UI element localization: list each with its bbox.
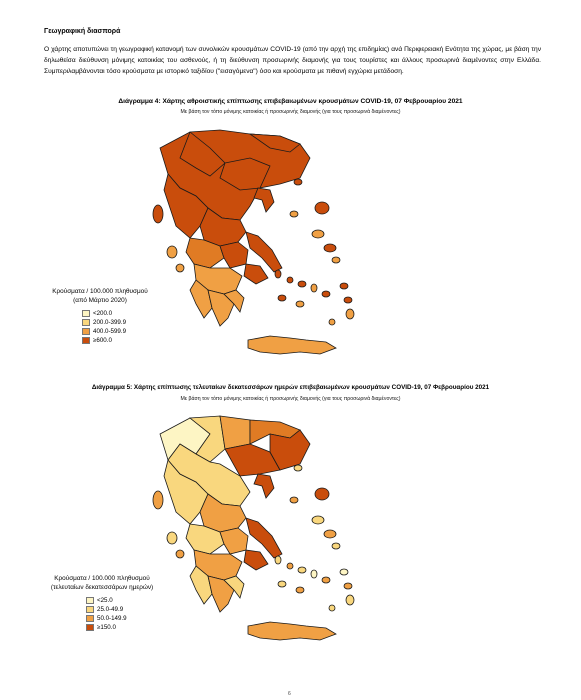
map5-region	[244, 550, 268, 570]
map4-island	[329, 319, 335, 325]
map5-island	[153, 491, 163, 509]
map5-region	[254, 474, 274, 498]
figure4-legend	[50, 288, 150, 345]
legend-swatch	[86, 597, 94, 604]
figure4-legend-item	[82, 327, 150, 336]
map5-island	[329, 605, 335, 611]
legend-swatch	[86, 606, 94, 613]
legend-label: 25.0-49.9	[97, 606, 124, 613]
map4-island	[153, 205, 163, 223]
figure4-legend-title: Κρούσματα / 100.000 πληθυσμού	[52, 288, 148, 295]
figure4-map	[150, 118, 360, 368]
map5-island	[346, 595, 354, 605]
legend-label: 50.0-149.9	[97, 615, 127, 622]
map5-island	[176, 550, 184, 558]
figure4-legend-item	[82, 309, 150, 318]
map4-island	[275, 270, 281, 278]
map4-island	[344, 297, 352, 303]
figure4-subtitle: Με βάση τον τόπο μόνιμης κατοικίας ή προσωρινής διαμονής (για τους προσωρινά διαμένοντες)	[180, 109, 401, 115]
map5-island	[287, 563, 293, 569]
map5-island	[296, 587, 304, 593]
figure4-legend-item	[82, 318, 150, 327]
map4-island	[315, 202, 329, 214]
map5-region	[248, 622, 336, 640]
legend-label: ≥150.0	[97, 624, 116, 631]
map5-island	[312, 516, 324, 524]
map4-island	[278, 295, 286, 301]
legend-label: 400.0-599.9	[93, 328, 127, 335]
map4-region	[248, 336, 336, 354]
map5-island	[290, 497, 298, 503]
legend-label: <200.0	[93, 310, 113, 317]
map5-island	[344, 583, 352, 589]
legend-swatch	[82, 310, 90, 317]
map4-island	[287, 277, 293, 283]
figure4-legend-item	[82, 336, 150, 345]
map4-island	[298, 281, 306, 287]
legend-swatch	[86, 615, 94, 622]
map4-island	[296, 301, 304, 307]
map4-region	[244, 264, 268, 284]
figure5-legend-item	[86, 614, 154, 623]
map5-island	[167, 532, 177, 544]
legend-label: <25.0	[97, 597, 113, 604]
map5-island	[340, 569, 348, 575]
map5-island	[275, 556, 281, 564]
map5-island	[294, 465, 302, 471]
legend-swatch	[82, 319, 90, 326]
map4-island	[311, 284, 317, 292]
map4-island	[312, 230, 324, 238]
figure5-legend-subtitle: (τελευταίων δεκατεσσάρων ημερών)	[50, 583, 154, 591]
legend-swatch	[82, 337, 90, 344]
map4-region	[220, 242, 248, 268]
map4-island	[332, 257, 340, 263]
map5-island	[311, 570, 317, 578]
section-heading: Γεωγραφική διασπορά	[44, 28, 121, 35]
map5-island	[332, 543, 340, 549]
legend-label: ≥600.0	[93, 337, 112, 344]
map4-island	[176, 264, 184, 272]
map5-region	[220, 528, 248, 554]
legend-swatch	[82, 328, 90, 335]
legend-swatch	[86, 624, 94, 631]
map5-island	[324, 530, 336, 538]
map4-island	[322, 291, 330, 297]
map5-island	[278, 581, 286, 587]
figure5-legend-title: Κρούσματα / 100.000 πληθυσμού	[54, 575, 150, 582]
intro-paragraph: Ο χάρτης αποτυπώνει τη γεωγραφική κατανομή των συνολικών κρουσμάτων COVID-19 (από την αρχή της επιδημίας) ανά Περιφερειακή Ενότητα της χώρας, με βάση την δηλωθείσα διεύθυνση μόνιμης κατοικίας του ασθενούς, ή τη διεύθυνση προσωρινής διαμονής για τους τουρίστες και άλλους προσωρινά διαμένοντες στην Ελλάδα. Συμπεριλαμβάνονται τόσο κρούσματα με ιστορικό ταξιδίου ("εισαγόμενα") όσο και κρούσματα με πιθανή εγχώρια μετάδοση.	[44, 46, 541, 75]
map4-region	[254, 188, 274, 212]
figure5-map	[150, 404, 360, 654]
figure5-subtitle: Με βάση τον τόπο μόνιμης κατοικίας ή προσωρινής διαμονής (για τους προσωρινά διαμένοντες)	[180, 396, 401, 402]
figure5-title: Διάγραμμα 5: Χάρτης επίπτωσης τελευταίων δεκατεσσάρων ημερών επιβεβαιωμένων κρουσμάτων COVID-19, 07 Φεβρουαρίου 2021	[91, 384, 490, 391]
figure4-legend-subtitle: (από Μάρτιο 2020)	[73, 296, 127, 304]
map4-island	[340, 283, 348, 289]
map5-island	[315, 488, 329, 500]
map5-island	[298, 567, 306, 573]
map4-island	[324, 244, 336, 252]
map4-island	[290, 211, 298, 217]
map5-region	[220, 416, 250, 449]
figure5-legend-item	[86, 605, 154, 614]
legend-label: 200.0-399.9	[93, 319, 127, 326]
map4-island	[346, 309, 354, 319]
figure4-title: Διάγραμμα 4: Χάρτης αθροιστικής επίπτωσης επιβεβαιωμένων κρουσμάτων COVID-19, 07 Φεβρουαρίου 2021	[118, 98, 463, 105]
figure5-legend	[50, 575, 154, 632]
map5-island	[322, 577, 330, 583]
figure5-legend-item	[86, 596, 154, 605]
map4-island	[167, 246, 177, 258]
figure5-legend-item	[86, 623, 154, 632]
map4-island	[294, 179, 302, 185]
page-number: 6	[288, 691, 291, 697]
